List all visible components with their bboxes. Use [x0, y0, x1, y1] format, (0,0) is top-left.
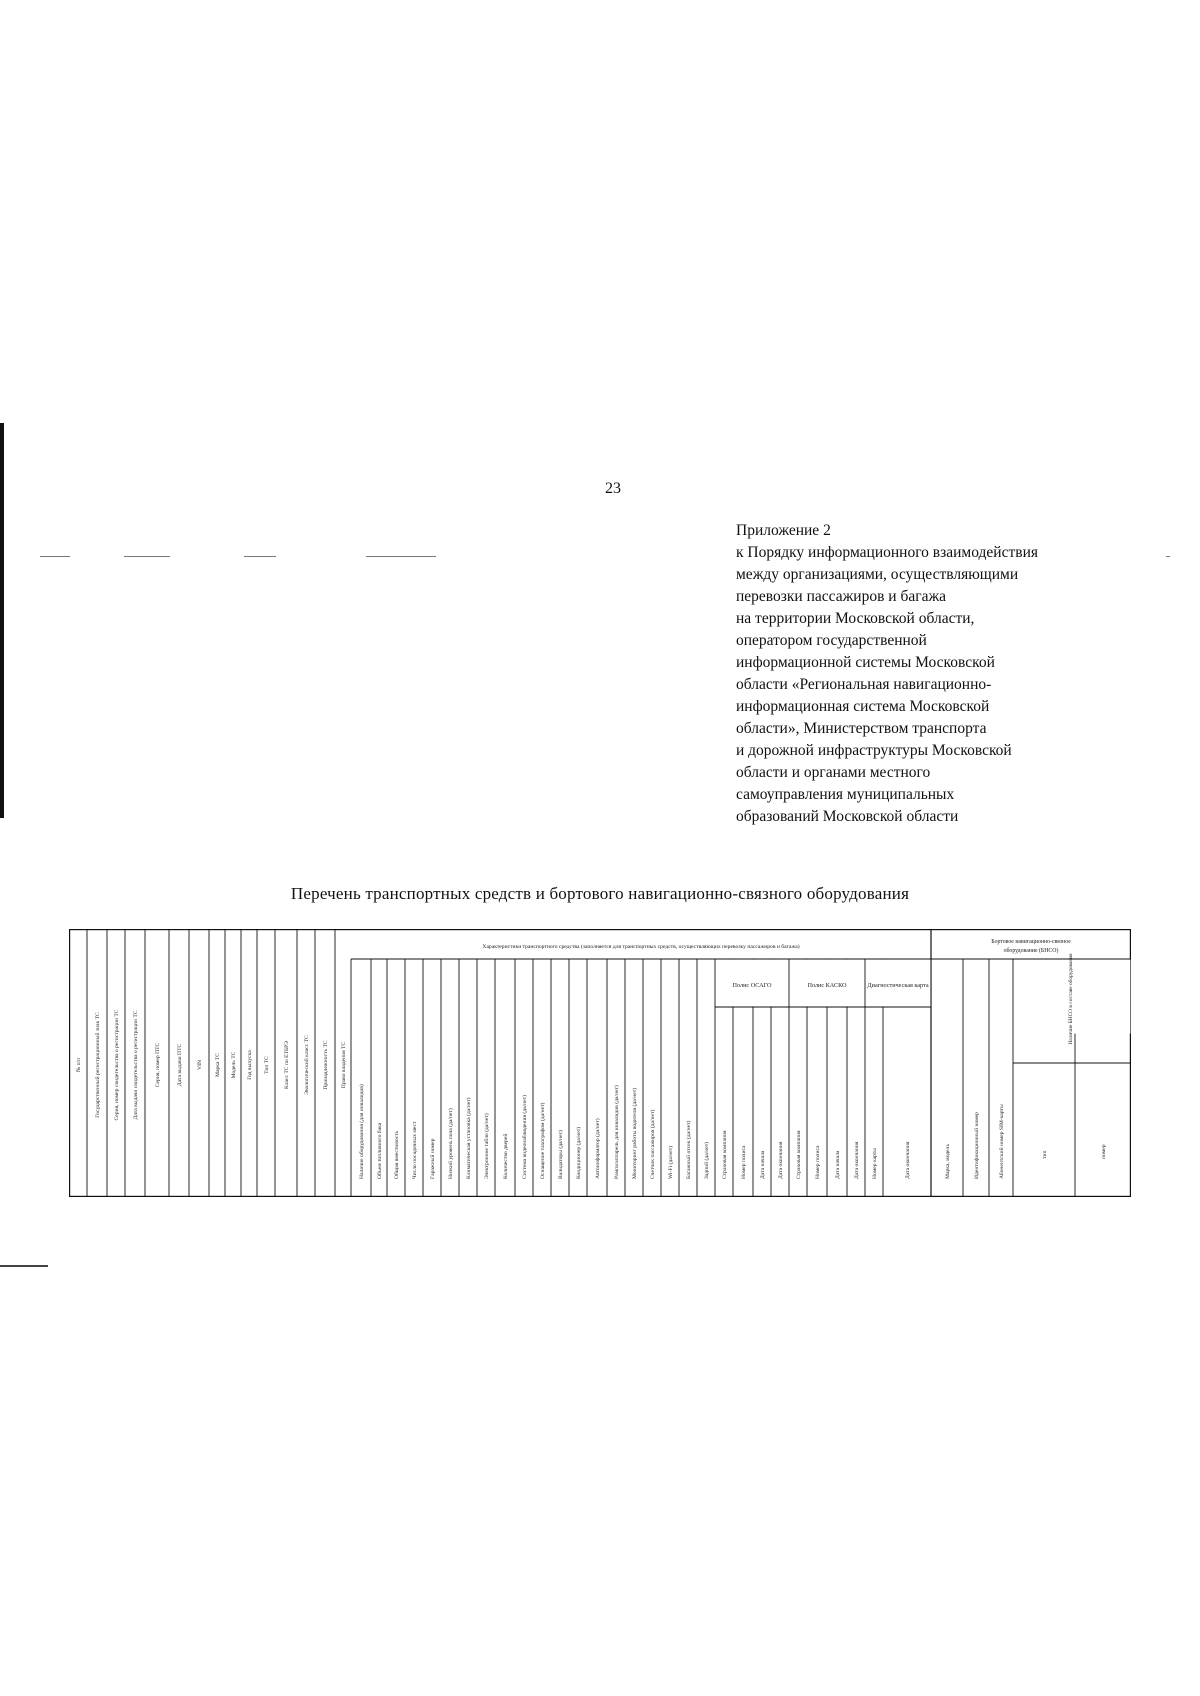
appendix-line: самоуправления муниципальных — [736, 786, 955, 803]
appendix-line: перевозки пассажиров и багажа — [736, 588, 947, 605]
column-header: Год выпуска — [247, 1050, 253, 1080]
column-header: Счетчик пассажиров (да/нет) — [650, 1109, 656, 1179]
column-header: Климатическая установка (да/нет) — [466, 1097, 472, 1179]
column-header: Абонентский номер SIM-карты — [999, 1104, 1005, 1179]
column-header: Багажный отсек (да/нет) — [686, 1120, 692, 1179]
page-number: 23 — [605, 480, 621, 497]
column-header: тип — [1042, 1150, 1048, 1159]
column-header: Низкий уровень пола (да/нет) — [448, 1108, 454, 1179]
column-header: Класс ТС по ЕТБРЭ — [284, 1041, 290, 1089]
column-header: Дата выдачи свидетельства о регистрации ТС — [133, 1010, 139, 1120]
column-header: Количество дверей — [503, 1133, 509, 1179]
appendix-line: образований Московской области — [736, 808, 959, 825]
scan-dash-artifact — [366, 556, 436, 557]
appendix-line: и дорожной инфраструктуры Московской — [736, 742, 1012, 759]
column-header: Мониторинг работы водителя (да/нет) — [632, 1087, 638, 1179]
column-header: Дата окончания — [854, 1141, 860, 1179]
column-header: VIN — [197, 1060, 203, 1070]
group-header-bnso: оборудование (БНСО) — [1003, 948, 1059, 954]
subgroup-header-osago: Полис ОСАГО — [732, 982, 772, 989]
column-header: Марка, модель — [945, 1143, 951, 1179]
document-title: Перечень транспортных средств и бортового навигационно-связного оборудования — [290, 884, 910, 903]
column-header: Объем топливного бака — [377, 1122, 383, 1179]
appendix-block — [736, 520, 1156, 828]
column-header: Гаражный номер — [430, 1138, 436, 1179]
column-header: Наличие оборудования (для инвалидов) — [359, 1084, 365, 1179]
group-header-bnso: Бортовое навигационно-связное — [991, 939, 1071, 945]
appendix-line: области «Региональная навигационно- — [736, 676, 992, 693]
column-header: Оснащение тахографом (да/нет) — [540, 1102, 546, 1179]
subgroup-header-kasko: Полис КАСКО — [807, 982, 847, 989]
scan-dash-artifact — [244, 556, 276, 557]
column-header: номер — [1101, 1144, 1107, 1159]
equipment-table — [69, 929, 1131, 1197]
column-header: Номер полиса — [815, 1145, 821, 1179]
appendix-line: информационная система Московской — [736, 698, 990, 715]
column-header: Номер полиса — [741, 1145, 747, 1179]
appendix-line: области и органами местного — [736, 764, 931, 781]
column-header: Wi-Fi (да/нет) — [668, 1145, 674, 1179]
equipment-table-grid — [69, 929, 1131, 1197]
column-header: Принадлежность ТС — [323, 1040, 329, 1090]
column-header: Серия, номер ПТС — [155, 1042, 161, 1088]
bnso-subheader: Наличие БНСО в составе оборудования — [1068, 953, 1074, 1045]
group-header-vehicle: Характеристики транспортного средства (заполняется для транспортных средств, осуществляющих перевозку пассажиров и багажа) — [482, 944, 800, 950]
column-header: Модель ТС — [231, 1051, 237, 1079]
column-header: Право владения ТС — [341, 1041, 347, 1089]
column-header: Рампа/аппарель для инвалидов (да/нет) — [614, 1085, 620, 1179]
appendix-line: информационной системы Московской — [736, 654, 995, 671]
column-header: Тип ТС — [264, 1056, 270, 1074]
appendix-line: Приложение 2 — [736, 522, 831, 539]
column-header: Система видеонаблюдения (да/нет) — [522, 1095, 528, 1179]
column-header: Электронное табло (да/нет) — [484, 1113, 490, 1179]
scan-dash-artifact — [1166, 556, 1170, 557]
column-header: Экологический класс ТС — [304, 1035, 310, 1095]
column-header: Автоинформатор (да/нет) — [595, 1118, 601, 1179]
appendix-line: на территории Московской области, — [736, 610, 975, 627]
appendix-line: области», Министерством транспорта — [736, 720, 987, 737]
scan-dash-artifact — [40, 556, 70, 557]
column-header: Государственный регистрационный знак ТС — [95, 1012, 101, 1118]
scan-edge-artifact — [0, 423, 4, 818]
column-header: Валидаторы (да/нет) — [558, 1130, 564, 1179]
column-header: Страховая компания — [796, 1130, 802, 1179]
appendix-line: к Порядку информационного взаимодействия — [736, 544, 1038, 561]
column-header: Дата окончания — [778, 1141, 784, 1179]
column-header: Серия, номер свидетельства о регистрации ТС — [114, 1009, 120, 1121]
column-header: Дата начала — [835, 1150, 841, 1179]
column-header: Задний (да/нет) — [704, 1141, 710, 1179]
appendix-line: между организациями, осуществляющими — [736, 566, 1019, 583]
column-header: Дата окончания — [905, 1141, 911, 1179]
column-header: Дата выдачи ПТС — [177, 1043, 183, 1087]
scan-dash-artifact — [124, 556, 170, 557]
column-header: № п/п — [76, 1057, 82, 1073]
column-header: Номер карты — [872, 1148, 878, 1179]
column-header: Идентификационный номер — [974, 1112, 980, 1179]
column-header: Общая вместимость — [394, 1130, 400, 1179]
column-header: Дата начала — [760, 1150, 766, 1179]
column-header: Кондиционер (да/нет) — [576, 1126, 582, 1179]
column-header: Число посадочных мест — [412, 1121, 418, 1179]
appendix-line: оператором государственной — [736, 632, 927, 649]
column-header: Марка ТС — [215, 1053, 221, 1077]
subgroup-header-diag_card: Диагностическая карта — [867, 982, 929, 989]
scan-edge-artifact — [0, 1265, 48, 1267]
column-header: Страховая компания — [722, 1130, 728, 1179]
